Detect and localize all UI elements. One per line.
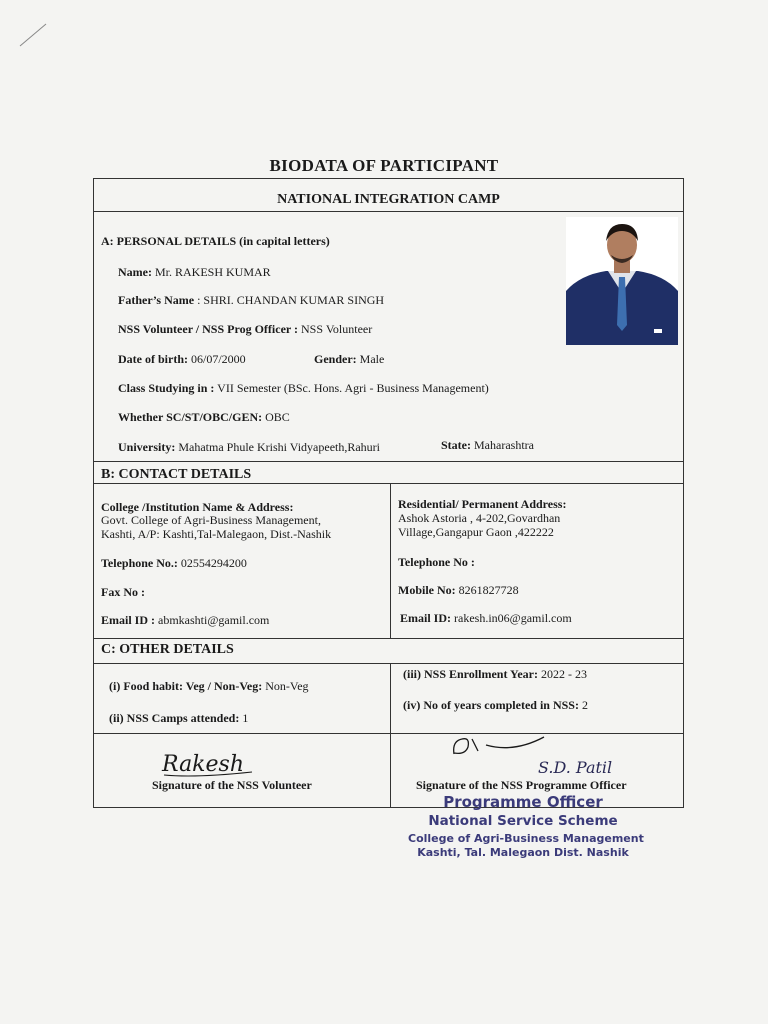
food-habit-row [109, 679, 309, 694]
telephone-left-value: 02554294200 [180, 556, 247, 570]
father-value: : SHRI. CHANDAN KUMAR SINGH [197, 293, 385, 307]
volunteer-signature-text: Rakesh [162, 752, 244, 777]
residential-line-1: Ashok Astoria , 4-202,Govardhan [398, 511, 561, 525]
years-completed-label: (iv) No of years completed in NSS: [403, 698, 579, 712]
category-row [118, 410, 290, 425]
enrollment-label: (iii) NSS Enrollment Year: [403, 667, 538, 681]
gender-row [314, 352, 384, 367]
divider-b-bottom [94, 483, 683, 484]
stamp-line-3: College of Agri-Business Management [408, 832, 644, 845]
divider-c-bottom [94, 663, 683, 664]
name-value: Mr. RAKESH KUMAR [154, 265, 271, 279]
email-left-value: abmkashti@gamil.com [158, 613, 270, 627]
category-label: Whether SC/ST/OBC/GEN: [118, 410, 263, 424]
enrollment-value: 2022 - 23 [541, 667, 587, 681]
nss-role-value: NSS Volunteer [301, 322, 373, 336]
telephone-left-label: Telephone No.: [101, 556, 178, 570]
email-left-label: Email ID : [101, 613, 155, 627]
officer-signature [534, 753, 664, 779]
divider-c-top [94, 638, 683, 639]
stamp-line-4: Kashti, Tal. Malegaon Dist. Nashik [417, 846, 629, 859]
email-right-label: Email ID: [400, 611, 451, 625]
class-value: VII Semester (BSc. Hons. Agri - Business Management) [217, 381, 489, 395]
father-label: Father’s Name [118, 293, 195, 307]
mobile-value: 8261827728 [458, 583, 519, 597]
camps-attended-row [109, 711, 248, 726]
section-a-heading: A: PERSONAL DETAILS (in capital letters) [101, 234, 330, 248]
college-label: College /Institution Name & Address: [101, 500, 294, 514]
residential-label: Residential/ Permanent Address: [398, 497, 567, 511]
dob-value: 06/07/2000 [190, 352, 246, 366]
state-value: Maharashtra [474, 438, 534, 452]
document-title: BIODATA OF PARTICIPANT [269, 156, 499, 175]
camps-attended-value: 1 [242, 711, 249, 725]
category-value: OBC [265, 410, 290, 424]
food-habit-value: Non-Veg [265, 679, 309, 693]
mobile-label: Mobile No: [398, 583, 456, 597]
officer-signature-label: Signature of the NSS Programme Officer [416, 778, 627, 792]
state-label: State: [441, 438, 471, 452]
camp-name: NATIONAL INTEGRATION CAMP [277, 192, 500, 207]
name-row [118, 265, 271, 280]
years-completed-row [403, 698, 588, 713]
years-completed-value: 2 [581, 698, 588, 712]
nss-role-row [118, 322, 372, 337]
college-line-1: Govt. College of Agri-Business Management, [101, 513, 321, 527]
divider-signatures [94, 733, 683, 734]
camps-attended-label: (ii) NSS Camps attended: [109, 711, 240, 725]
divider-c-vertical [390, 663, 391, 808]
pen-mark [18, 22, 48, 48]
participant-photo-image [566, 217, 678, 345]
university-label: University: [118, 440, 176, 454]
volunteer-signature [156, 749, 276, 779]
gender-value: Male [359, 352, 385, 366]
divider-b-vertical [390, 483, 391, 638]
class-row [118, 381, 489, 396]
mobile-row [398, 583, 519, 598]
enrollment-row [403, 667, 587, 682]
telephone-right-label: Telephone No : [398, 555, 475, 569]
class-label: Class Studying in : [118, 381, 215, 395]
dob-label: Date of birth: [118, 352, 188, 366]
section-c-heading: C: OTHER DETAILS [101, 642, 234, 657]
email-left-row [101, 613, 269, 628]
stamp-line-2: National Service Scheme [428, 813, 618, 829]
father-row [118, 293, 384, 308]
nss-role-label: NSS Volunteer / NSS Prog Officer : [118, 322, 299, 336]
university-value: Mahatma Phule Krishi Vidyapeeth,Rahuri [178, 440, 381, 454]
biodata-form [93, 178, 684, 808]
participant-photo [566, 217, 678, 345]
stamp-line-1: Programme Officer [443, 793, 603, 811]
divider-b-top [94, 461, 683, 462]
volunteer-signature-label: Signature of the NSS Volunteer [152, 778, 312, 792]
name-label: Name: [118, 265, 152, 279]
email-right-value: rakesh.in06@gamil.com [454, 611, 572, 625]
residential-line-2: Village,Gangapur Gaon ,422222 [398, 525, 554, 539]
email-right-row [400, 611, 572, 626]
state-row [441, 438, 534, 453]
section-b-heading: B: CONTACT DETAILS [101, 467, 252, 482]
college-line-2: Kashti, A/P: Kashti,Tal-Malegaon, Dist.-Nashik [101, 527, 332, 541]
university-row [118, 440, 380, 455]
gender-label: Gender: [314, 352, 357, 366]
food-habit-label: (i) Food habit: Veg / Non-Veg: [109, 679, 263, 693]
fax-label: Fax No : [101, 585, 145, 599]
telephone-left-row [101, 556, 247, 571]
officer-signature-text: S.D. Patil [538, 758, 613, 777]
divider-header [94, 211, 683, 212]
dob-row [118, 352, 246, 367]
